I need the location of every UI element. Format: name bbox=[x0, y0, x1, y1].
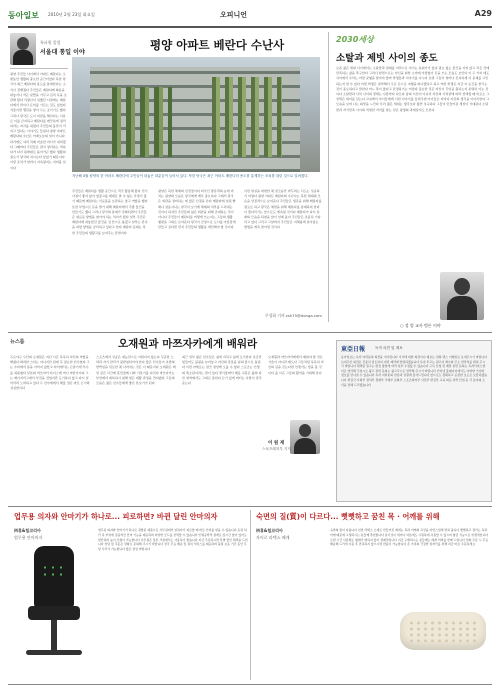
info-box-body: 동아일보는 독자 여러분의 의견을 기다립니다 기사에 대한 의견이나 제보는 전화 팩스 이메일로 보내주시기 바랍니다 보내주신 의견은 신중히 검토하여 지면 제작에 반영하겠습니다 독자 투고는 원고지 매수와 주소 연락처를 밝혀 주시기 바랍니다 채택된 원고는 편집 방침에 따라 일부 수정될 수 있습니다 구독 신청 및 배달 관련 문의는 독자서비스센터로 연락해 주십시오 광고 관련 문의는 광고국으로 연락해 주시기 바랍니다 인터넷 홈페이지에서도 다양한 기사와 정보를 만나실 수 있습니다 독자 여러분의 관심과 성원에 감사드립니다 앞으로도 정확하고 공정한 보도로 보답하겠습니다 편집국 사회부 정치부 경제부 국제부 문화부 스포츠레저부 사진부 편집부 교육 의료 과학 산업 등 각 분야의 소식을 전해 드리겠습니다 bbox=[341, 355, 487, 387]
chair-seat bbox=[28, 606, 80, 620]
pillow-image bbox=[400, 612, 486, 650]
news-author-body bbox=[294, 438, 316, 454]
column-byline: 주성하 기자 zsh75@donga.com bbox=[265, 313, 322, 318]
left-body-col1: 평양 주민들 사이에서 아파트 베란다는 오랫동안 생활의 중요한 공간이었다 북한 당국이 최근 베란다의 용도를 통제한다는 소식이 전해졌다 주민들은 베란다에 화분을 내놓거나 작은 텃밭을 가꾸고 김치 독을 보관해 왔다 식량난이 심했던 시절에는 베란다에서 닭이나 토끼를 기르는 집도 있었다 겨울이면 땔감을 쌓아 두는 곳이기도 했다 그러나 당국은 도시 미관을 해친다는 이유로 이를 금지하고 베란다를 깨끗하게 정리하라는 지시를 내렸다 주민들의 불만이 커지고 있다는 이야기도 들린다 평양 아파트 베란다의 수난은 어제오늘의 일이 아니다 과거에도 여러 차례 비슷한 지시가 내려졌다 그때마다 주민들은 잠시 정리하는 척하다가 다시 원래대로 돌아가곤 했다 생활의 필요가 당국의 지시보다 앞섰기 때문이다 이번 조치가 얼마나 지속될지는 지켜볼 일이다 bbox=[10, 72, 67, 170]
section-title: 오피니언 bbox=[220, 11, 248, 19]
brand-label: 2030세상 bbox=[336, 35, 374, 44]
right-body: 요즘 젊은 세대 사이에서는 소탈함과 절제를 미덕으로 여기는 분위기가 있다 필요 없는 물건을 사지 않고 작은 것에 만족하는 삶을 추구한다 그러나 한편으로는 자신을 위한 소비에 아낌없이 돈을 쓰는 모습도 보인다 이 두 가지 태도 사이에서 우리는 어떤 균형을 찾아야 할까 학생들과 이야기를 나누다 보면 그들이 얼마나 진지하게 이 문제를 고민하는지 알 수 있다 어떤 학생은 절약해서 모은 돈으로 여행을 떠나겠다고 하고 어떤 학생은 지금 이 순간을 즐기는 것이 중요하다고 말한다 어느 쪽이 옳다고 단정하기는 어렵다 중요한 것은 자신이 무엇을 원하는지 분명히 아는 것이다 소탈함과 사치 사이의 경계는 사람마다 다르다 남의 시선이 아니라 자신의 가치관에 따라 선택할 때 비로소 그 선택은 의미를 갖는다 교실에서 아이들에게 이런 이야기를 들려주면 아이들은 저마다 자신의 생각을 이야기한다 그 모습을 보며 나는 희망을 느낀다 우리 젊은 세대는 생각보다 훨씬 성숙하다 그들이 만들어갈 세상이 기대된다 소탈함과 자기만족 사이의 적절한 거리를 찾는 일은 평생의 과제일지도 모른다 bbox=[336, 66, 490, 112]
chair-massage-dots bbox=[41, 564, 67, 578]
pillow-holes bbox=[408, 620, 478, 642]
news-kicker: 뉴스룸 bbox=[10, 339, 25, 345]
middle-rule bbox=[8, 332, 492, 333]
chair-stem bbox=[51, 620, 57, 650]
column-author: 서울대 통일 이야 bbox=[40, 49, 85, 56]
paper-name: 동아일보 bbox=[8, 10, 39, 20]
ad-left-headline: 업무용 의자와 안마기가 하나로... 피로하면? 바뀐 달린 안마의자 bbox=[14, 512, 218, 521]
left-body-col3: 평양은 북한 체제의 선전장이다 외국인 방문객의 눈에 비치는 평양의 모습은 당국에게 매우 중요하다 그래서 당국은 외관을 정비하는 데 많은 신경을 쓴다 베란다에 널린 빨래나 잡동사니는 당국이 보기에 체제의 치부를 드러내는 것이다 하지만 주민들의 삶은 외관을 위해 존재하는 것이 아니다 주민들이 베란다를 어떻게 쓰는지는 그들의 생활 형편을 그대로 보여준다 당국이 진정으로 도시를 아름답게 만들고 싶다면 먼저 주민들의 생활을 개선해야 할 것이다 bbox=[158, 189, 236, 230]
masthead-rule bbox=[8, 26, 492, 28]
right-author-head bbox=[454, 278, 470, 295]
balcony-plants-2 bbox=[212, 77, 282, 157]
news-body-col3: 최근 일부 젊은 선수들은 쉽게 지치고 쉽게 포기한다 조금만 힘들어도 불평을 늘어놓고 자신의 잘못을 남의 탓으로 돌린다 이런 자세로는 결코 정상에 오를 수 없다 스포츠는 인생의 축소판이라는 말이 있다 경기장에서 배운 교훈은 삶의 다른 영역에서도 그대로 통한다 끈기 있게 버티는 사람이 결국 웃는다 bbox=[182, 355, 262, 386]
news-author-name: 이 원 재 bbox=[268, 441, 285, 446]
news-body-col1: 프로야구 두산의 오재원은 지난 시즌 묵묵히 자신의 역할을 해냈다 화려한 스타는 아니지만 팀에 꼭 필요한 선수였다 그는 수비에서 몸을 아끼지 않았고 타석에서는 끈질기게 투수를 괴롭혔다 일본의 마쓰자카 다이스케 역시 마찬가지다 그는 메이저리그에서 부진을 겪었지만 포기하지 않고 다시 일어서려 노력하고 있다 두 선수에게서 배울 점은 바로 끈기와 성실함이다 bbox=[10, 355, 90, 391]
page-bottom-rule bbox=[8, 684, 492, 685]
chair-base bbox=[26, 650, 82, 655]
author-body bbox=[13, 50, 33, 65]
news-body-col4: 오재원과 마쓰자카에게서 배워야 할 것은 기술이 아니라 태도다 그들처럼 묵묵히 자신의 길을 걷는다면 언젠가는 빛을 볼 것이다 올 시즌 그들의 활약을 기대해 본다 bbox=[268, 355, 324, 375]
news-body-col2: 스포츠에서 성공은 재능만으로 이뤄지지 않는다 꾸준한 노력과 자기 관리가 뒷받침되어야 한다 많은 선수들이 초반의 반짝임을 뒤로한 채 사라지는 것은 이 때문이다 오재원은 매일 같은 시간에 훈련장에 나와 기본기를 다진다 마쓰자카는 부상에서 회복하기 위해 힘든 재활 과정을 견뎌냈다 그들의 모습은 젊은 선수들에게 좋은 본보기가 된다 bbox=[96, 355, 176, 386]
info-box-title: 東亞日報 bbox=[341, 346, 366, 353]
page-number: A29 bbox=[474, 9, 492, 18]
right-author-caption: ○ 성 엄 교사 범론 이야 bbox=[400, 323, 441, 328]
right-author-photo bbox=[440, 272, 484, 320]
news-headline: 오재원과 마쯔자카에게 배워라 bbox=[118, 338, 258, 350]
news-author-head bbox=[299, 424, 311, 437]
apartment-photo bbox=[72, 57, 320, 172]
column-divider bbox=[328, 32, 329, 322]
ad-right-company: ㈜휴&힐코리아 bbox=[256, 528, 283, 533]
author-divider bbox=[10, 68, 68, 69]
column-headline: 평양 아파트 베란다 수난사 bbox=[150, 38, 285, 52]
balcony-plants bbox=[112, 87, 172, 157]
ad-left-company: ㈜휴&힐코리아 bbox=[14, 528, 41, 533]
ad-right-headline: 숙면의 질(質)이 다르다... 뻣뻣하고 꿈친 목 · 어깨를 위해 bbox=[256, 512, 440, 521]
ad-left-body: 업무용 의자와 안마기가 하나로 결합된 제품으로 사무실에서 일하다가 피로할 때 바로 안마를 받을 수 있습니다 등과 허리 목 부위에 집중적인 안마 기능을 제공하며 다양한 모드를 선택할 수 있습니다 인체공학적 설계로 장시간 앉아 있어도 편안하며 높이 조절이 가능합니다 사무실은 물론 가정에서도 사용하기 좋습니다 지금 주문하시면 특별 할인 혜택을 드립니다 상담 및 주문은 전화로 문의해 주시기 바랍니다 전국 무료 배송 및 설치 서비스를 제공하며 품질 보증 기간 동안 무상 수리가 가능합니다 많은 관심 바랍니다 bbox=[98, 528, 248, 552]
left-body-col2: 주민들은 베란다를 생활 공간으로 적극 활용해 왔다 전기 사정이 좋지 않아 냉장고를 제대로 쓸 수 없는 가정이 많기 때문에 베란다는 식료품을 보관하는 창고 역할을 했다 또한 부업으로 돈을 벌기 위해 베란다에서 각종 물건을 만들기도 했다 그러나 당국의 통제가 강화되면서 주민들은 새로운 방법을 찾아야 하는 처지가 됐다 일부 주민은 베란다에 내놓았던 물건을 집 안으로 옮겼고 일부는 단속을 피할 방법을 궁리하고 있다고 한다 베란다 문제는 북한 주민들의 생활고를 보여주는 단면이다 bbox=[72, 189, 148, 235]
right-author-body bbox=[447, 296, 477, 320]
right-headline: 소탈과 제빗 사이의 종도 bbox=[336, 53, 438, 64]
massage-chair-image bbox=[14, 546, 94, 676]
info-box bbox=[336, 340, 492, 502]
news-author-photo bbox=[290, 420, 320, 454]
ad-divider bbox=[250, 510, 251, 680]
ad-left-product: 업무용 안마의자 bbox=[14, 535, 43, 540]
photo-caption: 지난해 4월 평양의 한 아파트 베란다에 주민들이 내놓은 화분들이 늘어서 있다. 북한 당국은 최근 아파트 베란다의 용도를 통제하는 조치를 내린 것으로 알려졌다. bbox=[72, 174, 309, 178]
date-line: 2010년 2월 23일 화요일 bbox=[48, 12, 95, 17]
column-kicker: 특파원 칼럼 bbox=[40, 40, 61, 45]
info-box-subtitle: 독자 의견 및 제보 bbox=[375, 346, 403, 350]
brand-logo bbox=[336, 34, 486, 46]
news-author-title: 스포츠레저부 기자 bbox=[262, 447, 291, 451]
ad-rule bbox=[8, 506, 492, 507]
author-photo bbox=[10, 33, 36, 65]
author-head bbox=[17, 37, 29, 50]
ad-right-body: 숙면의 질이 다릅니다 천연 라텍스 소재로 만들어진 베개는 목과 어깨의 곡선을 자연스럽게 받쳐 줍니다 뻣뻣하고 결리는 목과 어깨 때문에 고생하시는 분들께 추천합니다 통기성이 뛰어나 여름에도 시원하게 사용할 수 있으며 항균 기능으로 위생적입니다 오랜 시간 사용해도 형태가 변하지 않아 경제적입니다 지금 구매하시는 분들께는 베개 커버를 함께 드립니다 전화 주문 시 무료 배송해 드리며 사용 후 만족하지 않으시면 반품이 가능합니다 온 가족의 건강한 잠자리를 위해 지금 바로 주문하세요 bbox=[330, 528, 489, 547]
masthead bbox=[8, 4, 492, 26]
left-body-col4: 이런 현실을 외면한 채 겉모습만 바꾸려는 시도는 성공하기 어렵다 평양 아파트 베란다의 수난사는 북한 체제의 모순을 상징적으로 보여준다 주민들은 생존을 위해 베란다를 필요로 하고 당국은 체면을 위해 베란다를 통제하려 한다 이 줄다리기는 앞으로도 계속될 것이다 베란다가 다시 본래의 모습을 되찾을 날이 언제 올지 주민들은 조용히 기다리고 있다 그리고 그날까지 주민들은 지혜롭게 살아남는 방법을 계속 찾아낼 것이다 bbox=[244, 189, 322, 230]
ad-right-product: 자이로 라텍스 베개 bbox=[256, 535, 290, 540]
